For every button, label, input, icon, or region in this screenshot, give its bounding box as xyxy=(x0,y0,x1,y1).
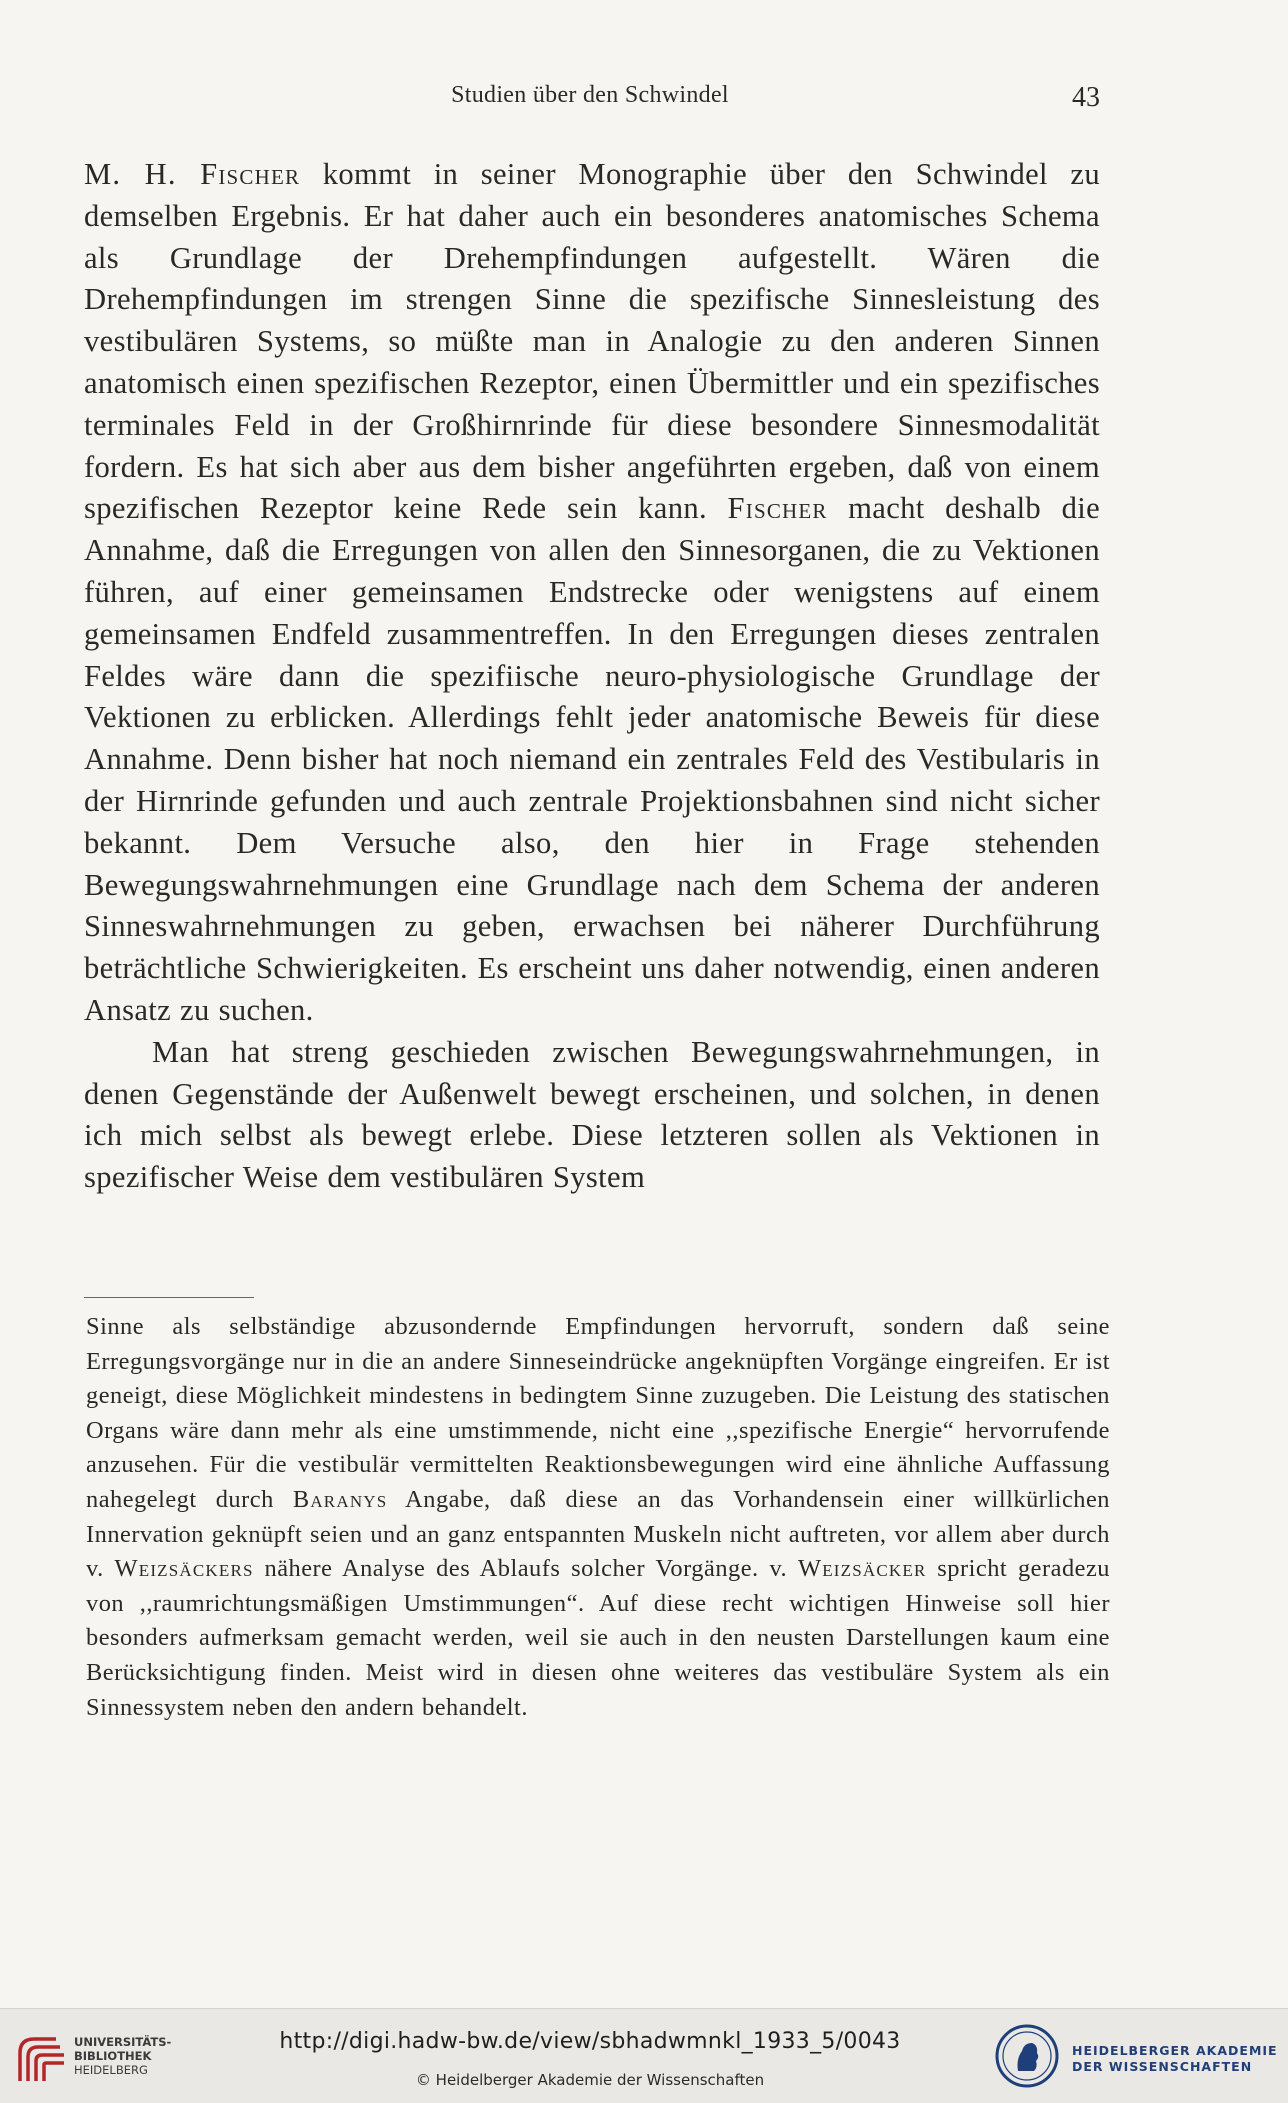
running-head xyxy=(80,82,1100,122)
hadw-seal-icon[interactable] xyxy=(994,2023,1060,2089)
ub-heidelberg-logo-icon[interactable] xyxy=(14,2031,70,2087)
footnote xyxy=(86,1310,1110,1725)
paragraph-2: Man hat streng geschieden zwischen Bewegungswahrnehmungen, in denen Gegenstände der Außenwelt bewegt erscheinen, und solchen, in denen ich mich selbst als bewegt erlebe. Diese letzteren sollen als Vektionen in spezifischer Weise dem vestibulären System xyxy=(84,1034,1100,1195)
footnote-text: Sinne als selbständige abzusondernde Empfindungen hervorruft, sondern daß seine Erregungsvorgänge nur in die an andere Sinneseindrücke angeknüpften Vorgänge eingreifen. Er ist geneigt, diese Möglichkeit mindestens in bedingtem Sinne zuzugeben. Die Leistung des statischen Organs wäre dann mehr als eine umstimmende, nicht eine ,,spezifische Energie“ hervorrufende anzusehen. Für die vestibulär vermittelten Reaktionsbewegungen wird eine ähnliche Auffassung nahegelegt durch xyxy=(86,1313,1110,1513)
running-title: Studien über den Schwindel xyxy=(451,82,729,108)
academy-line: HEIDELBERGER AKADEMIE xyxy=(1072,2043,1278,2058)
copyright-notice: © Heidelberger Akademie der Wissenschaften xyxy=(415,2071,765,2089)
author-name: Weizsäcker xyxy=(797,1555,927,1583)
academy-line: DER WISSENSCHAFTEN xyxy=(1072,2059,1253,2074)
footnote-text: spricht geradezu von ,,raumrichtungsmäßigen Umstimmungen“. Auf diese recht wichtigen Hinweise soll hier besonders aufmerksam gemacht werden, weil sie auch in den neusten Darstellungen kaum eine Berücksichtigung finden. Meist wird in diesen ohne weiteres das vestibuläre System als ein Sinnessystem neben den andern behandelt. xyxy=(86,1555,1110,1721)
digitization-footer xyxy=(0,2008,1288,2103)
author-name: Fischer xyxy=(727,491,828,526)
footnote-divider xyxy=(84,1297,254,1298)
paragraph-text: macht deshalb die Annahme, daß die Erregungen von allen den Sinnesorganen, die zu Vektionen führen, auf einer gemeinsamen Endstrecke oder wenigstens auf einem gemeinsamen Endfeld zusammentreffen. In den Erregungen dieses zentralen Feldes wäre dann die spezifiische neuro-physiologische Grundlage der Vektionen zu erblicken. Allerdings fehlt jeder anatomische Beweis für diese Annahme. Denn bisher hat noch niemand ein zentrales Feld des Vestibularis in der Hirnrinde gefunden und auch zentrale Projektionsbahnen sind nicht sicher bekannt. Dem Versuche also, den hier in Frage stehenden Bewegungswahrnehmungen eine Grundlage nach dem Schema der anderen Sinneswahrnehmungen zu geben, erwachsen bei näherer Durchführung beträchtliche Schwierigkeiten. Es erscheint uns daher notwendig, einen anderen Ansatz zu suchen. xyxy=(84,491,1101,1027)
author-name: Baranys xyxy=(292,1485,388,1513)
academy-name xyxy=(1072,2043,1278,2075)
author-name: Weizsäckers xyxy=(114,1555,254,1583)
paragraph-1 xyxy=(84,154,1100,1032)
library-line: BIBLIOTHEK xyxy=(74,2049,152,2063)
body-text xyxy=(84,154,1100,1199)
library-line: HEIDELBERG xyxy=(74,2063,148,2077)
library-name xyxy=(74,2035,171,2077)
author-name: M. H. Fischer xyxy=(84,157,301,191)
footnote-text: nähere Analyse des Ablaufs solcher Vorgänge. v. xyxy=(253,1555,798,1583)
paragraph-text: kommt in seiner Monographie über den Schwindel zu demselben Ergebnis. Er hat daher auch ein besonderes anatomisches Schema als Grundlage der Drehempfindungen aufgestellt. Wären die Drehempfindungen im strengen Sinne die spezifische Sinnesleistung des vestibulären Systems, so müßte man in Analogie zu den anderen Sinnen anatomisch einen spezifischen Rezeptor, einen Übermittler und ein spezifisches terminales Feld in der Großhirnrinde für diese besondere Sinnesmodalität fordern. Es hat sich aber aus dem bisher angeführten ergeben, daß von einem spezifischen Rezeptor keine Rede sein kann. xyxy=(84,157,1101,526)
page-number: 43 xyxy=(1072,82,1100,113)
footnote-text: Angabe, daß diese an das Vorhandensein einer willkürlichen Innervation geknüpft seien und an ganz entspannten Muskeln nicht auftreten, vor allem aber durch v. xyxy=(86,1485,1110,1583)
permalink-url[interactable]: http://digi.hadw-bw.de/view/sbhadwmnkl_1933_5/0043 xyxy=(279,2029,901,2054)
library-line: UNIVERSITÄTS- xyxy=(74,2035,172,2049)
